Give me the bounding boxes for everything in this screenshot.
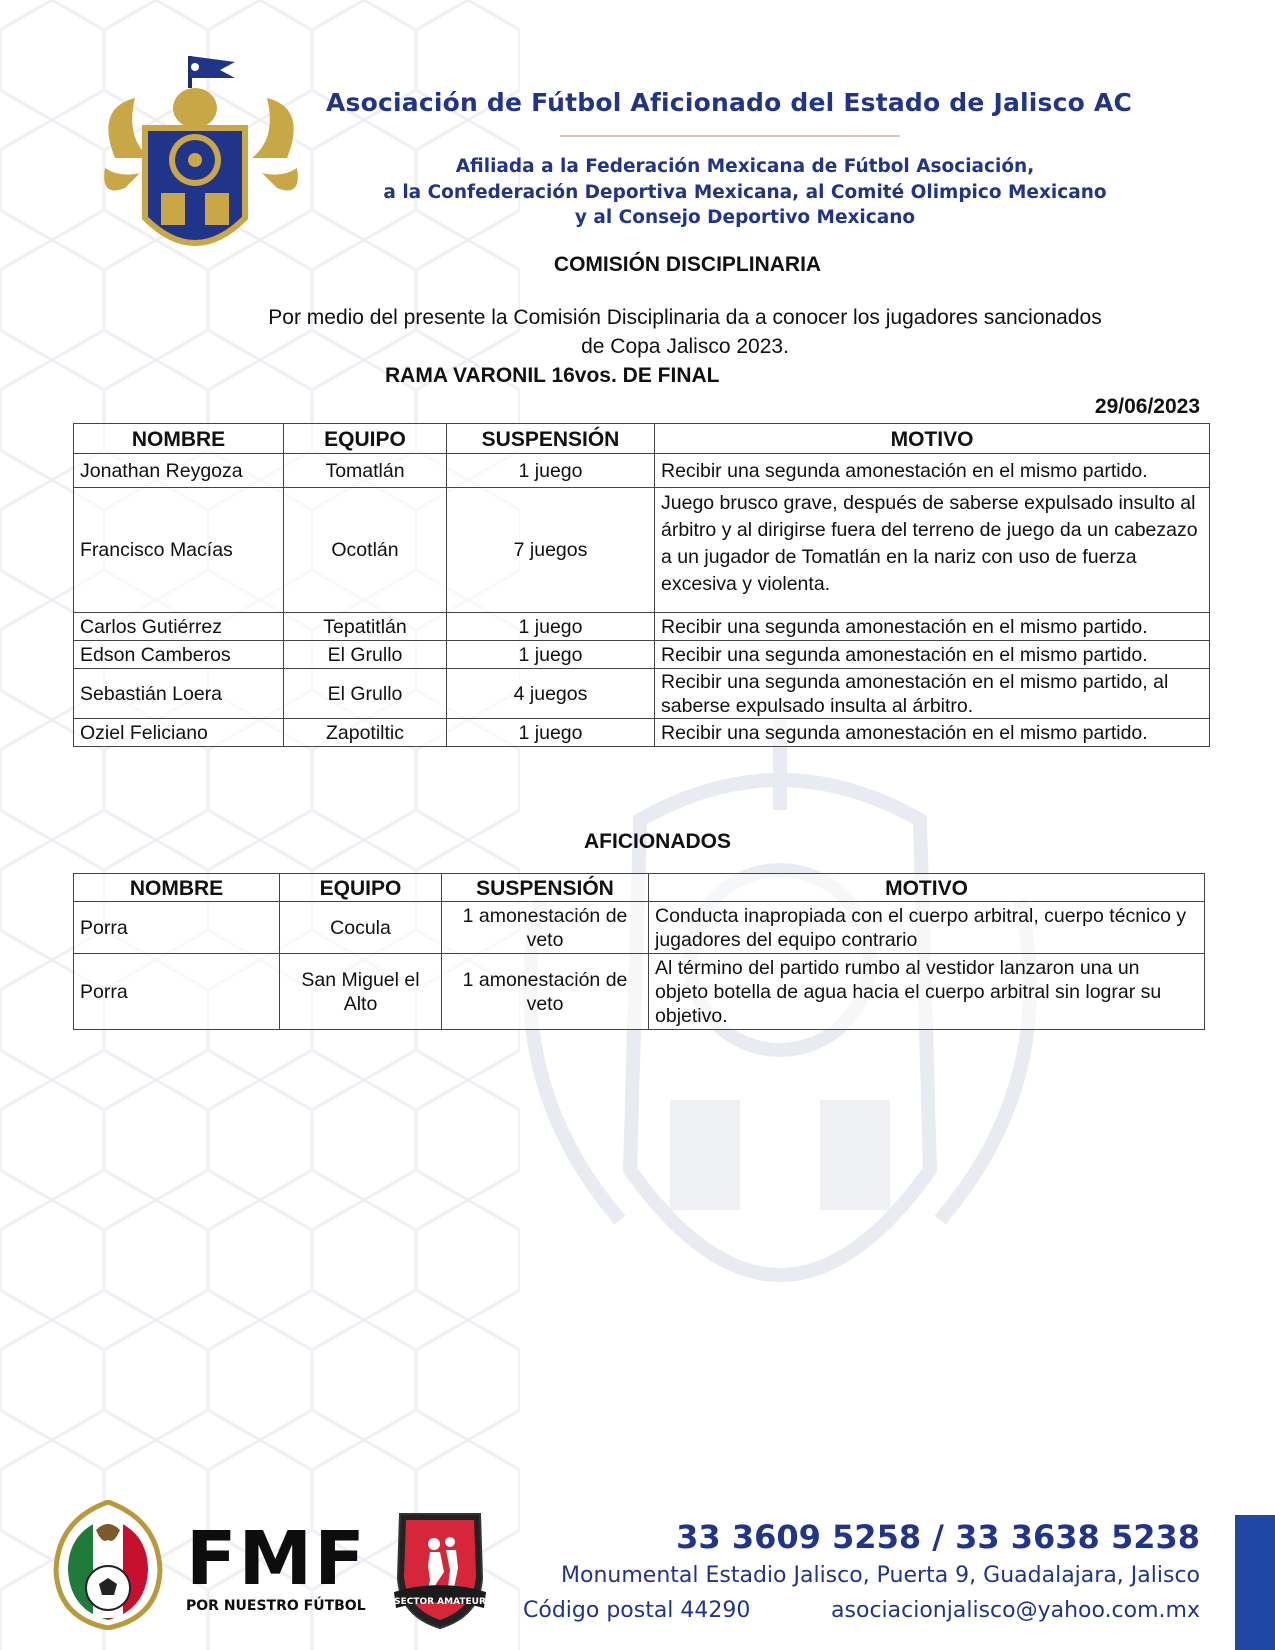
intro-line: de Copa Jalisco 2023. <box>581 335 789 358</box>
table-row <box>74 454 1210 488</box>
column-header-equipo: EQUIPO <box>284 424 447 454</box>
table-header-row <box>74 874 1205 902</box>
fan-reason: Conducta inapropiada con el cuerpo arbitral, cuerpo técnico y jugadores del equipo contrario <box>649 902 1205 954</box>
intro-line: Por medio del presente la Comisión Disciplinaria da a conocer los jugadores sancionados <box>268 306 1102 329</box>
table-row <box>74 488 1210 613</box>
table-row <box>74 669 1210 719</box>
footer-accent-bar <box>1235 1515 1275 1650</box>
intro-paragraph <box>230 303 1140 361</box>
column-header-motivo: MOTIVO <box>649 874 1205 902</box>
affiliation-line: Afiliada a la Federación Mexicana de Fútbol Asociación, <box>455 156 1035 177</box>
column-header-suspension: SUSPENSIÓN <box>442 874 649 902</box>
player-reason: Recibir una segunda amonestación en el mismo partido, al saberse expulsado insulta al árbitro. <box>655 669 1210 719</box>
table-row <box>74 613 1210 641</box>
player-suspension: 1 juego <box>447 641 655 669</box>
player-name: Oziel Feliciano <box>74 719 284 747</box>
fans-sanctions-table <box>73 873 1205 1030</box>
player-suspension: 1 juego <box>447 613 655 641</box>
player-suspension: 1 juego <box>447 719 655 747</box>
player-name: Sebastián Loera <box>74 669 284 719</box>
category-subtitle: RAMA VARONIL 16vos. DE FINAL <box>385 364 720 387</box>
column-header-equipo: EQUIPO <box>280 874 442 902</box>
player-team: El Grullo <box>284 641 447 669</box>
player-name: Francisco Macías <box>74 488 284 613</box>
affiliation-line: y al Consejo Deportivo Mexicano <box>574 207 916 228</box>
player-reason: Recibir una segunda amonestación en el mismo partido. <box>655 719 1210 747</box>
table-row <box>74 719 1210 747</box>
fan-team: Cocula <box>280 902 442 954</box>
column-header-suspension: SUSPENSIÓN <box>447 424 655 454</box>
player-team: El Grullo <box>284 669 447 719</box>
contact-email[interactable]: asociacionjalisco@yahoo.com.mx <box>831 1598 1200 1623</box>
contact-postal-code: Código postal 44290 <box>523 1598 751 1623</box>
column-header-nombre: NOMBRE <box>74 424 284 454</box>
player-reason: Juego brusco grave, después de saberse expulsado insulto al árbitro y al dirigirse fuera del terreno de juego da un cabezazo a un jugador de Tomatlán en la nariz con uso de fuerza excesiva y violenta. <box>655 488 1210 613</box>
affiliation-text <box>340 154 1150 231</box>
organization-name: Asociación de Fútbol Aficionado del Estado de Jalisco AC <box>326 88 1133 117</box>
table-row <box>74 641 1210 669</box>
player-reason: Recibir una segunda amonestación en el mismo partido. <box>655 613 1210 641</box>
player-name: Carlos Gutiérrez <box>74 613 284 641</box>
player-name: Jonathan Reygoza <box>74 454 284 488</box>
crest-watermark <box>500 700 1060 1400</box>
fmf-logo-text: FMF <box>186 1516 367 1602</box>
player-team: Tepatitlán <box>284 613 447 641</box>
header-divider <box>560 135 900 137</box>
fan-suspension: 1 amonestación de veto <box>442 954 649 1030</box>
player-team: Tomatlán <box>284 454 447 488</box>
column-header-motivo: MOTIVO <box>655 424 1210 454</box>
aficionados-section-title: AFICIONADOS <box>584 830 731 853</box>
association-crest-logo <box>95 48 307 266</box>
player-reason: Recibir una segunda amonestación en el mismo partido. <box>655 641 1210 669</box>
table-row <box>74 954 1205 1030</box>
fan-suspension: 1 amonestación de veto <box>442 902 649 954</box>
table-row <box>74 902 1205 954</box>
document-title: COMISIÓN DISCIPLINARIA <box>553 253 822 276</box>
fan-group-name: Porra <box>74 902 280 954</box>
player-team: Ocotlán <box>284 488 447 613</box>
fmf-tagline: POR NUESTRO FÚTBOL <box>186 1598 366 1614</box>
fan-reason: Al término del partido rumbo al vestidor lanzaron una un objeto botella de agua hacia el cuerpo arbitral sin lograr su objetivo. <box>649 954 1205 1030</box>
player-reason: Recibir una segunda amonestación en el mismo partido. <box>655 454 1210 488</box>
badge-label: SECTOR AMATEUR <box>394 1597 486 1607</box>
document-date: 29/06/2023 <box>1094 395 1200 418</box>
fan-team: San Miguel el Alto <box>280 954 442 1030</box>
player-suspension: 7 juegos <box>447 488 655 613</box>
player-suspension: 4 juegos <box>447 669 655 719</box>
contact-address: Monumental Estadio Jalisco, Puerta 9, Guadalajara, Jalisco <box>561 1563 1200 1588</box>
player-name: Edson Camberos <box>74 641 284 669</box>
players-sanctions-table <box>73 423 1210 747</box>
fan-group-name: Porra <box>74 954 280 1030</box>
sector-amateur-badge <box>390 1508 490 1632</box>
column-header-nombre: NOMBRE <box>74 874 280 902</box>
contact-phones: 33 3609 5258 / 33 3638 5238 <box>676 1518 1200 1556</box>
affiliation-line: a la Confederación Deportiva Mexicana, al Comité Olimpico Mexicano <box>383 181 1107 203</box>
table-header-row <box>74 424 1210 454</box>
player-suspension: 1 juego <box>447 454 655 488</box>
mexico-national-team-crest <box>48 1500 168 1630</box>
player-team: Zapotiltic <box>284 719 447 747</box>
